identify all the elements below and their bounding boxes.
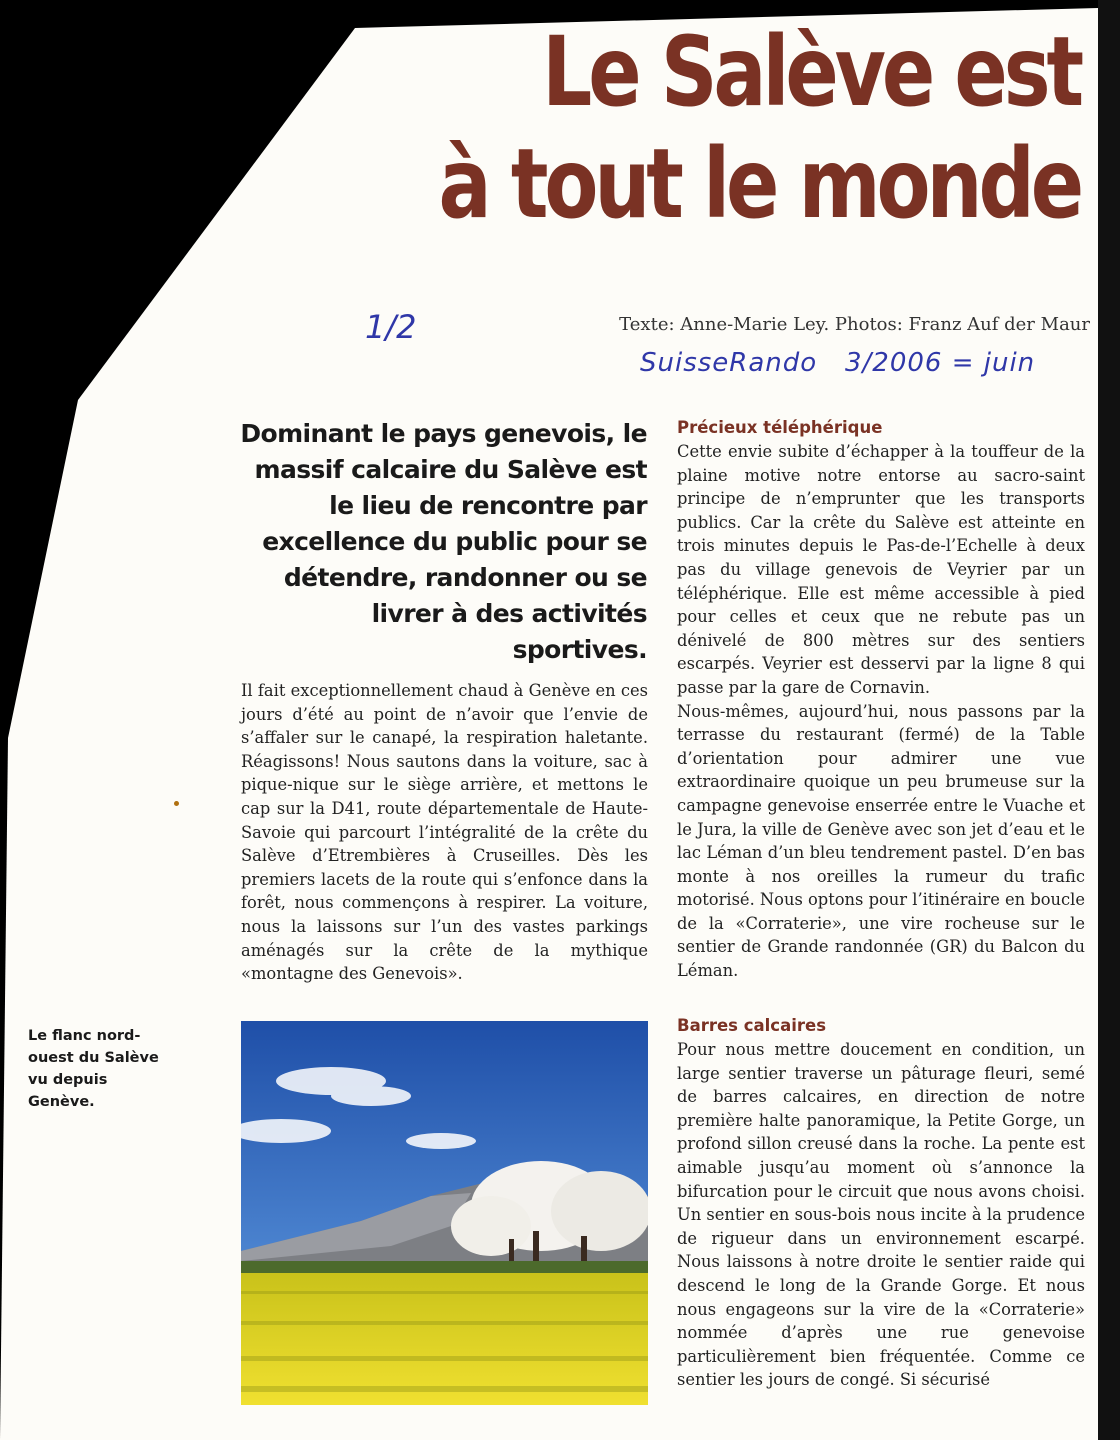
lead-paragraph: Dominant le pays genevois, le massif calcaire du Salève est le lieu de rencontre par excellence du public pour se détendre, randonner ou se livrer à des activités sportives.	[240, 419, 647, 664]
section1-paragraph-2: Nous-mêmes, aujourd’hui, nous passons par la terrasse du restaurant (fermé) de la Table d’orientation pour admirer une vue extraordinaire quoique un peu brumeuse sur la campagne genevoise enserrée entre le Vuache et le Jura, la ville de Genève avec son jet d’eau et le lac Léman d’un bleu tendrement pastel. D’en bas monte à nos oreilles la rumeur du trafic motorisé. Nous optons pour l’itinéraire en boucle de la «Corraterie», une vire rocheuse sur le sentier de Grande randonnée (GR) du Balcon du Léman.	[677, 701, 1085, 981]
intro-paragraph: Il fait exceptionnellement chaud à Genève en ces jours d’été au point de n’avoir que l’envie de s’affaler sur le canapé, la respiration haletante. Réagissons! Nous sautons dans la voiture, sac à pique-nique sur le siège arrière, et mettons le cap sur la D41, route départementale de Haute-Savoie qui parcourt l’intégralité de la crête du Salève d’Etrembières à Cruseilles. Dès les premiers lacets de la route qui s’enfonce dans la forêt, nous commençons à respirer. La voiture, nous la laissons sur l’un des vastes parkings aménagés sur la crête de la mythique «montagne des Genevois».	[241, 681, 648, 984]
scan-edge	[1098, 0, 1120, 1440]
section-heading-barres: Barres calcaires	[677, 1016, 827, 1035]
title-line-2: à tout le monde	[438, 128, 1080, 240]
handwritten-source-note: SuisseRando 3/2006 = juin	[640, 348, 1036, 378]
author-credit: Texte: Anne-Marie Ley. Photos: Franz Auf der Maur	[619, 314, 1090, 335]
section-heading-telepherique: Précieux téléphérique	[677, 418, 883, 437]
landscape-photo	[241, 1021, 648, 1405]
right-column-top	[677, 418, 1085, 983]
section2-paragraph: Pour nous mettre doucement en condition, un large sentier traverse un pâturage fleuri, semé de barres calcaires, en direction de notre première halte panoramique, la Petite Gorge, un profond sillon creusé dans la roche. La pente est aimable jusqu’au moment où s’annonce la bifurcation pour le circuit que nous avons choisi. Un sentier en sous-bois nous incite à la prudence de rigueur dans un environnement escarpé. Nous laissons à notre droite le sentier raide qui descend le long de la Grande Gorge. Et nous nous engageons sur la vire de la «Corraterie» nommée d’après une rue genevoise particulièrement bien fréquentée. Comme ce sentier les jours de congé. Si sécurisé	[677, 1040, 1085, 1390]
treeline	[241, 1261, 648, 1275]
title-line-1: Le Salève est	[542, 16, 1080, 128]
section1-paragraph-1: Cette envie subite d’échapper à la touffeur de la plaine motive notre entorse au sacro-saint principe de n’emprunter que les transports publics. Car la crête du Salève est atteinte en trois minutes depuis le Pas-de-l’Echelle à deux pas du village genevois de Veyrier par un téléphérique. Elle est même accessible à pied pour celles et ceux que ne rebute pas un dénivelé de 800 mètres sur des sentiers escarpés. Veyrier est desservi par la ligne 8 qui passe par la gare de Cornavin.	[677, 442, 1085, 697]
right-column-bottom	[677, 1016, 1085, 1392]
scan-speck	[174, 801, 179, 806]
saleve-field-image	[241, 1021, 648, 1405]
handwritten-page-fraction: 1/2	[365, 308, 417, 346]
article-title	[424, 16, 1080, 240]
photo-caption: Le flanc nord-ouest du Salève vu depuis Genève.	[28, 1028, 159, 1110]
left-column	[241, 679, 648, 986]
